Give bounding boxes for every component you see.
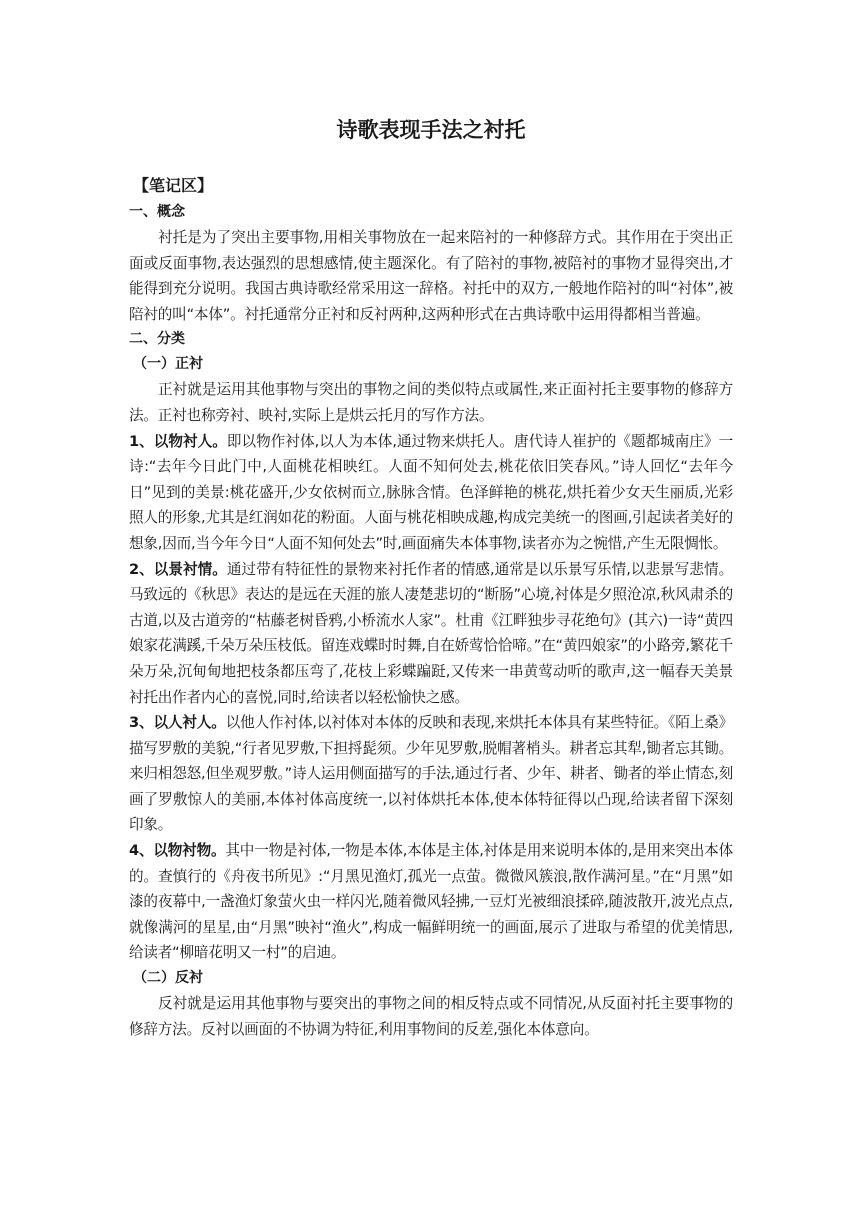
item-text: 其中一物是衬体,一物是本体,本体是主体,衬体是用来说明本体的,是用来突出本体的。查慎行的《舟夜书所见》:“月黑见渔灯,孤光一点萤。微微风簇浪,散作满河星。”在“月黑”如漆的夜幕中,一盏渔灯象萤火虫一样闪光,随着微风轻拂,一豆灯光被细浪揉碎,随波散开,波光点点,就像满河的星星,由“月黑”映衬“渔火”,构成一幅鲜明统一的画面,展示了进取与希望的优美情思,给读者“柳暗花明又一村”的启迪。 xyxy=(129,842,733,962)
paragraph-zhengchen: 正衬就是运用其他事物与突出的事物之间的类似特点或属性,来正面衬托主要事物的修辞方法。正衬也称旁衬、映衬,实际上是烘云托月的写作方法。 xyxy=(129,381,733,424)
document-body xyxy=(129,200,733,1042)
document-title: 诗歌表现手法之衬托 xyxy=(336,118,526,142)
paragraph-concept: 衬托是为了突出主要事物,用相关事物放在一起来陪衬的一种修辞方式。其作用在于突出正面或反面事物,表达强烈的思想感情,使主题深化。有了陪衬的事物,被陪衬的事物才显得突出,才能得到充分说明。我国古典诗歌经常采用这一辞格。衬托中的双方,一般地作陪衬的叫“衬体”,被陪衬的叫“本体”。衬托通常分正衬和反衬两种,这两种形式在古典诗歌中运用得都相当普遍。 xyxy=(129,229,733,323)
heading-zhengchen: （一）正衬 xyxy=(133,356,203,373)
heading-classification: 二、分类 xyxy=(129,331,185,348)
item-lead: 2、以景衬情。 xyxy=(129,560,227,578)
paragraph-item xyxy=(129,838,733,966)
paragraph-item xyxy=(129,710,733,838)
paragraph-item xyxy=(129,557,733,711)
item-lead: 4、以物衬物。 xyxy=(129,842,226,860)
paragraph-item xyxy=(129,429,733,557)
item-text: 以他人作衬体,以衬体对本体的反映和表现,来烘托本体具有某些特征。《陌上桑》描写罗敷的美貌,“行者见罗敷,下担捋髭须。少年见罗敷,脱帽著梢头。耕者忘其犁,锄者忘其锄。来归相怨怒,但坐观罗敷。”诗人运用侧面描写的手法,通过行者、少年、耕者、锄者的举止情态,刻画了罗敷惊人的美丽,本体衬体高度统一,以衬体烘托本体,使本体特征得以凸现,给读者留下深刻印象。 xyxy=(129,714,733,834)
paragraph-fanchen: 反衬就是运用其他事物与要突出的事物之间的相反特点或不同情况,从反面衬托主要事物的修辞方法。反衬以画面的不协调为特征,利用事物间的反差,强化本体意向。 xyxy=(129,995,733,1038)
heading-fanchen: （二）反衬 xyxy=(133,970,203,987)
item-text: 即以物作衬体,以人为本体,通过物来烘托人。唐代诗人崔护的《题都城南庄》一诗:“去年今日此门中,人面桃花相映红。人面不知何处去,桃花依旧笑春风。”诗人回忆“去年今日”见到的美景:桃花盛开,少女依树而立,脉脉含情。色泽鲜艳的桃花,烘托着少女天生丽质,光彩照人的形象,尤其是红润如花的粉面。人面与桃花相映成趣,构成完美统一的图画,引起读者美好的想象,因而,当今年今日“人面不知何处去”时,画面痛失本体事物,读者亦为之惋惜,产生无限惆怅。 xyxy=(129,432,733,552)
heading-concept: 一、概念 xyxy=(129,204,185,220)
item-lead: 1、以物衬人。 xyxy=(129,432,227,450)
notes-section-heading: 【笔记区】 xyxy=(133,176,214,195)
item-text: 通过带有特征性的景物来衬托作者的情感,通常是以乐景写乐情,以悲景写悲情。马致远的《秋思》表达的是远在天涯的旅人凄楚悲切的“断肠”心境,衬体是夕照沧凉,秋风肃杀的古道,以及古道旁的“枯藤老树昏鸦,小桥流水人家”。杜甫《江畔独步寻花绝句》(其六)一诗“黄四娘家花满蹊,千朵万朵压枝低。留连戏蝶时时舞,自在娇莺恰恰啼。”在“黄四娘家”的小路旁,繁花千朵万朵,沉甸甸地把枝条都压弯了,花枝上彩蝶蹁跹,又传来一串黄莺动听的歌声,这一幅春天美景衬托出作者内心的喜悦,同时,给读者以轻松愉快之感。 xyxy=(129,560,733,706)
item-lead: 3、以人衬人。 xyxy=(129,714,226,732)
